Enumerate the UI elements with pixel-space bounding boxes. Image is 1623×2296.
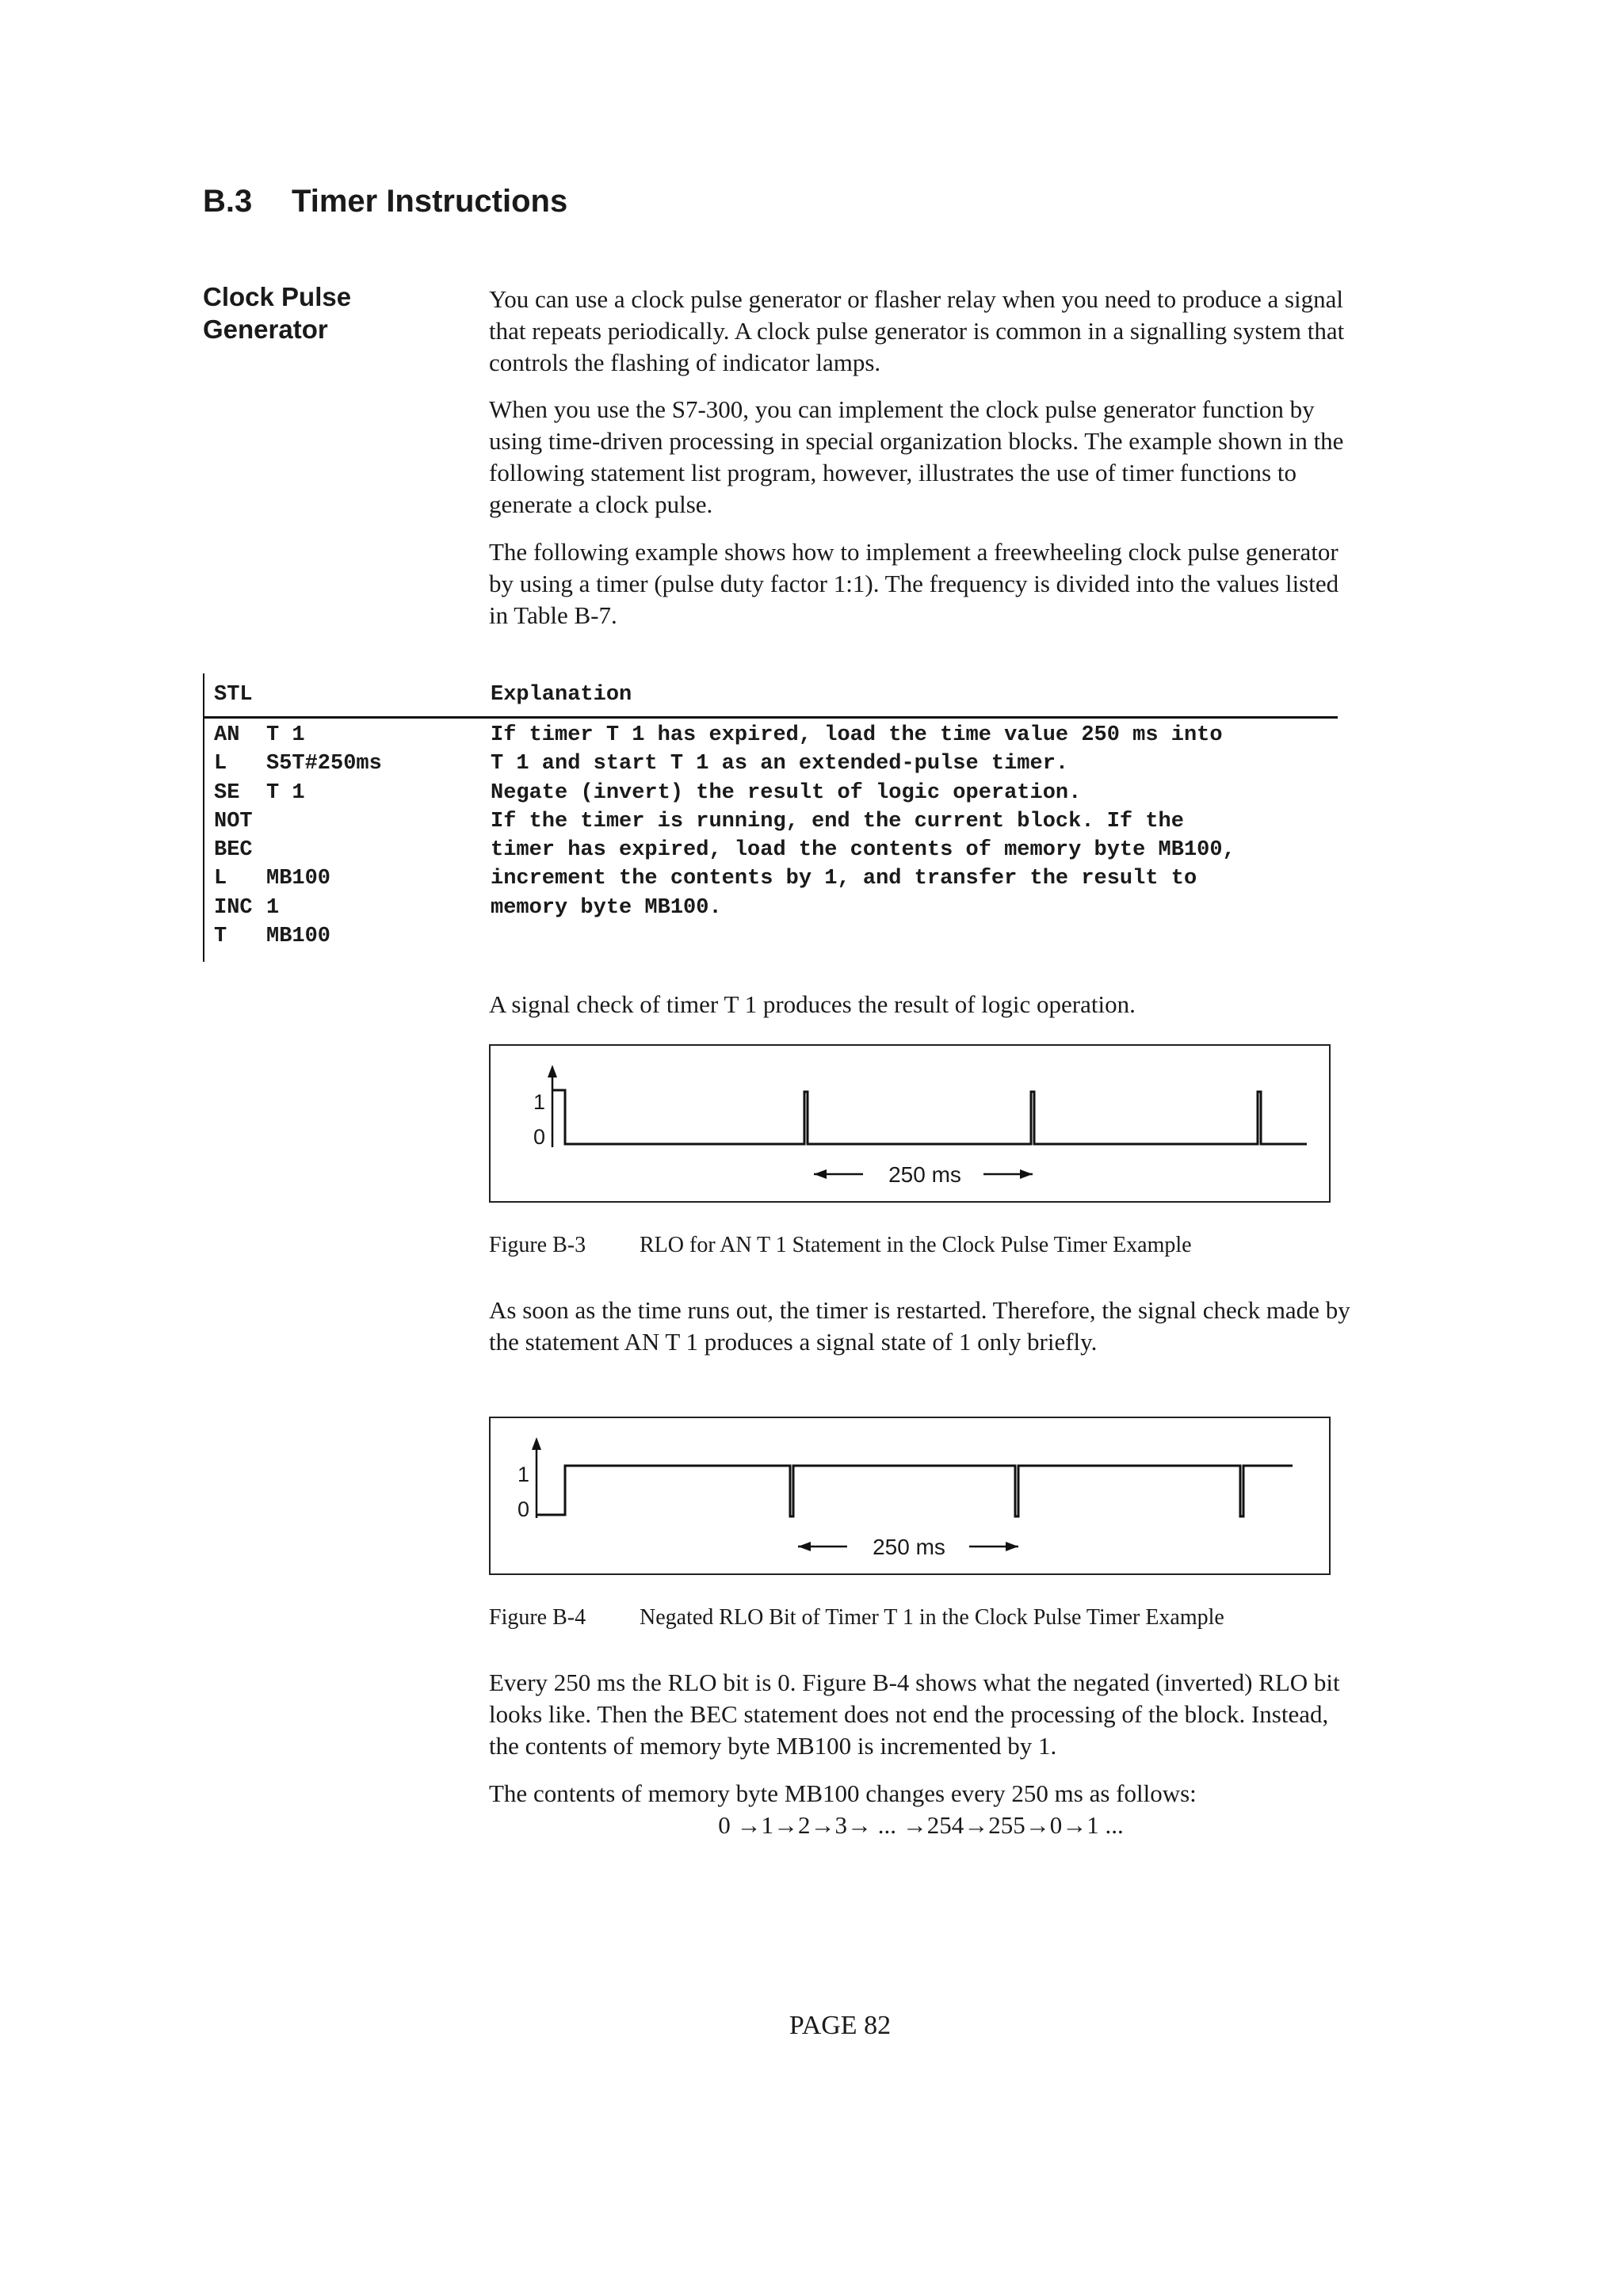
stl-header-rule <box>204 716 1338 719</box>
code-op: L <box>214 867 227 891</box>
stl-header-code: STL <box>214 683 253 707</box>
code-arg: T 1 <box>266 723 305 747</box>
stl-table <box>203 673 1338 962</box>
figure-b4-svg <box>491 1418 1332 1577</box>
section-number: B.3 <box>203 184 253 219</box>
rlo-waveform <box>552 1090 1307 1144</box>
paragraph-6: Every 250 ms the RLO bit is 0. Figure B-4 shows what the negated (inverted) RLO bit looks like. Then the BEC statement does not end the processing of the block. Instead, the contents of memory byte MB100 is incremented by 1. <box>489 1669 1340 1760</box>
y-label-low: 0 <box>517 1497 530 1521</box>
code-op: NOT <box>214 809 253 833</box>
code-arg: 1 <box>266 895 280 920</box>
explanation-line: memory byte MB100. <box>491 895 722 920</box>
explanation-line: T 1 and start T 1 as an extended-pulse timer. <box>491 752 1069 776</box>
stl-header-explanation: Explanation <box>491 683 632 707</box>
stl-explanation-column <box>491 721 1235 922</box>
code-line <box>214 807 382 836</box>
code-line <box>214 749 382 778</box>
period-arrow-left-head <box>814 1169 827 1179</box>
y-label-high: 1 <box>533 1090 546 1114</box>
code-line <box>214 894 382 922</box>
code-op: INC <box>214 895 253 920</box>
explanation-line: If the timer is running, end the current block. If the <box>491 809 1184 833</box>
code-line <box>214 922 382 951</box>
side-heading-line-1: Clock Pulse <box>203 282 352 311</box>
code-arg: MB100 <box>266 867 331 891</box>
paragraph-2: When you use the S7-300, you can implement the clock pulse generator function by using time-driven processing in special organization blocks. The example shown in the following statement list program, however, illustrates the use of timer functions to generate a clock pulse. <box>489 395 1344 518</box>
period-arrow-right-head <box>1020 1169 1033 1179</box>
code-line <box>214 864 382 893</box>
paragraph-5: As soon as the time runs out, the timer is restarted. Therefore, the signal check made by the statement AN T 1 produces a signal state of 1 only briefly. <box>489 1296 1350 1356</box>
code-line <box>214 836 382 864</box>
paragraph-3: The following example shows how to implement a freewheeling clock pulse generator by using a timer (pulse duty factor 1:1). The frequency is divided into the values listed in Table B-7. <box>489 538 1339 629</box>
figure-b3-caption-text: RLO for AN T 1 Statement in the Clock Pulse Timer Example <box>640 1233 1192 1257</box>
paragraph-1: You can use a clock pulse generator or flasher relay when you need to produce a signal that repeats periodically. A clock pulse generator is common in a signalling system that controls the flashing of indicator lamps. <box>489 285 1345 376</box>
figure-b4-caption-label: Figure B-4 <box>489 1605 586 1630</box>
y-label-high: 1 <box>517 1463 530 1486</box>
code-arg: T 1 <box>266 780 305 805</box>
explanation-line: If timer T 1 has expired, load the time value 250 ms into <box>491 723 1223 747</box>
figure-b4-diagram <box>489 1417 1331 1575</box>
code-op: AN <box>214 723 240 747</box>
y-label-low: 0 <box>533 1125 546 1149</box>
figure-b3-svg <box>491 1046 1332 1204</box>
section-heading <box>203 184 567 219</box>
code-arg: MB100 <box>266 925 331 949</box>
period-arrow-right-head <box>1006 1542 1018 1551</box>
stl-code-column <box>214 721 382 951</box>
figure-b4-caption-text: Negated RLO Bit of Timer T 1 in the Clock Pulse Timer Example <box>640 1605 1224 1630</box>
code-line <box>214 779 382 807</box>
explanation-line: increment the contents by 1, and transfer the result to <box>491 867 1197 891</box>
code-op: BEC <box>214 838 253 863</box>
period-label: 250 ms <box>873 1535 945 1559</box>
code-op: SE <box>214 780 240 805</box>
side-heading-line-2: Generator <box>203 315 328 344</box>
code-line <box>214 721 382 749</box>
section-title: Timer Instructions <box>292 184 568 219</box>
y-axis-arrowhead <box>548 1065 557 1077</box>
paragraph-4: A signal check of timer T 1 produces the result of logic operation. <box>489 990 1136 1018</box>
code-arg: S5T#250ms <box>266 752 382 776</box>
figure-b3-caption-label: Figure B-3 <box>489 1233 586 1257</box>
explanation-line: timer has expired, load the contents of memory byte MB100, <box>491 838 1235 863</box>
code-op: T <box>214 925 227 949</box>
figure-b3-diagram <box>489 1044 1331 1203</box>
figure-b4-caption <box>489 1605 1224 1630</box>
y-axis-arrowhead <box>532 1437 541 1450</box>
paragraph-7: The contents of memory byte MB100 changes every 250 ms as follows: <box>489 1779 1197 1807</box>
code-op: L <box>214 752 227 776</box>
figure-b3-caption <box>489 1233 1192 1258</box>
sequence-line: 0 →1→2→3→ ... →254→255→0→1 ... <box>718 1811 1124 1839</box>
negated-rlo-waveform <box>537 1466 1293 1516</box>
explanation-line: Negate (invert) the result of logic operation. <box>491 780 1082 805</box>
page-number: PAGE 82 <box>789 2011 892 2040</box>
side-heading <box>203 280 464 345</box>
period-arrow-left-head <box>798 1542 811 1551</box>
period-label: 250 ms <box>888 1162 961 1187</box>
